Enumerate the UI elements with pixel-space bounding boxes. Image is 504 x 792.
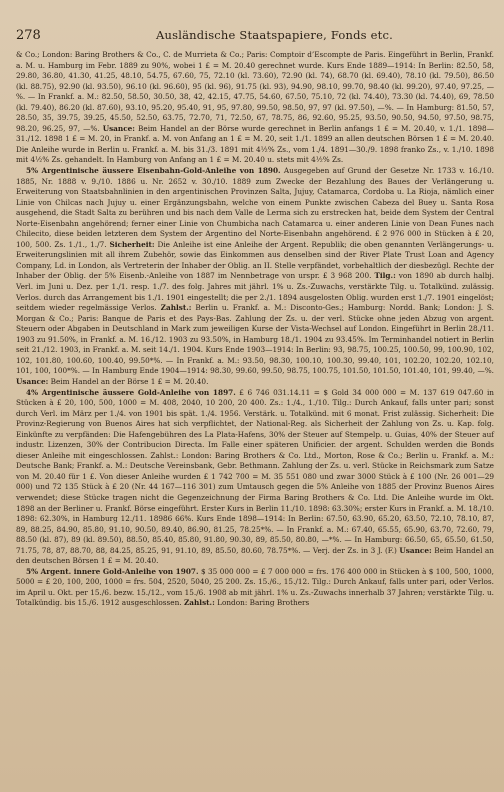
- text-run: £ 2 976 000: [375, 229, 422, 239]
- bold-run: Usance:: [16, 376, 49, 386]
- text-run: Beim Handel an der Börse wurde gerechnet in Berlin anfangs 1 £ = M. 20.40, v. 1./1. 1898—31./12. 1898 1 £ = M. 20, in Frankf. a. M. von Anfang an 1 £ = M. 20, seit 1./1. 1899 an allen deutschen Börsen 1 £ = M. 20.40. Die Anleihe wurde in Berlin u. Frankf. a. M. bis 31./3. 1891 mit 4½% Zs., vom 1./4. 1891—30./9. 1898 franko Zs., v. 1./10. 1898 mit 4½% Zs. gehandelt. In Hamburg von Anfang an 1 £ = M. 20.40 u. stets mit 4½% Zs.: [16, 123, 495, 165]
- text-run: £ 6 746 031.14.11 = $ Gold 34 000 000 = M. 137 619 047.60 in Stücken à £ 20, 100, 500, 1000 = M. 408, 2040, 10 200, 20 400. Zs.: 1./4., 1./10. Tilg.: Durch Ankauf, falls unter pari; sonst durch Verl. im März per 1./4. von 1901 bis spät. 1./4. 1956. Verstärk. u. Totalkünd. mit 6 monat. Frist zulässig. Sicherheit: Die Provinz-Regierung von Buenos Aires hat sich verpflichtet, der National-Reg. als Sicherheit der Zahlung von Zs. u. Kap. folg. Einkünfte zu verpfänden: Die Hafengebühren des La Plata-Hafens, 30% der Steuer auf Stempelp. u. Guias, 40% der Steuer auf industr. Lizenzen, 30% der Contribucion Directa. Im Falle einer späteren Unificier. der argent. Schulden werden die Bonds dieser Anleihe mit eingeschlossen. Zahlst.: London: Baring Brothers & Co. Ltd., Morton, Rose & Co.; Berlin u. Frankf. a. M.: Deutsche Bank; Frankf. a. M.: Deutsche Vereinsbank, Gebr. Bethmann. Zahlung der Zs. u. verl. Stücke in Reichsmark zum Satze von M. 20.40 für 1 £. Von dieser Anleihe wurden £ 1 742 700 = M. 35 551 080 und zwar 3000 Stück à £ 100 (Nr. 26 001—29 000) und 72 135 Stück à £ 20 (Nr. 44 167—116 301) zum Umtausch gegen die 5% Anleihe von 1885 der Provinz Buenos Aires verwendet; diese Stücke tragen nicht die Gegenzeichnung der Firma Baring Brothers & Co. Ltd. Die Anleihe wurde im Okt. 1898 an der Berliner u. Frankf. Börse eingeführt. Erster Kurs in Berlin 11./10. 1898: 63.30%; erster Kurs in Frankf. a. M. 18./10. 1898: 62.30%, in Hamburg 12./11. 18986 66%. Kurs Ende 1898—1914: In Berlin: 67.50, 63.90, 65.20, 63.50, 72.10, 78.10, 87, 89, 88.25, 84.90, 85.80, 91.10, 90.50, 89.40, 86.90, 81.25, 78.25*%. — In Frankf. a. M.: 67.40, 65.55, 65.90, 63.70, 72.60, 79, 88.50 (kl. 87), 89 (kl. 89.50), 88.50, 85.40, 85.80, 91.80, 90.30, 89, 85.50, 80.80, —*%. — In Hamburg: 66.50, 65, 65.50, 61.50, 71.75, 78, 87, 88.70, 88, 84.25, 85.25, 91, 91.10, 89, 85.50, 80.60, 78.75*%. — Verj. der Zs. in 3 J. (F.): [16, 387, 494, 555]
- text-run: London: Baring Brothers: [214, 598, 310, 608]
- paragraph: [16, 166, 494, 387]
- text-run: Ausgegeben auf Grund der Gesetze Nr. 1733 v. 16./10. 1885, Nr. 1888 v. 9./10. 1886 u. Nr. 2652 v. 30./10. 1889 zum Zwecke der Bezahlung des Baues der Verlängerung u. Erweiterung von Staatsbahnlinien in den argentinischen Provinzen Salta, Jujuy, Catamarca, Cordoba u. La Rioja, nämlich einer Linie von Chilcas nach Jujuy u. einer Ergänzungsbahn, welche von einem Punkte zwischen Cabeza del Buey u. Santa Rosa ausgehend, die Stadt Salta zu berühren und bis nach dem Valle de Lerma sich zu erstrecken hat, beide dem System der Central Norte-Eisenbahn angehörend; ferner einer Linie von Chumbicha nach Catamarca u. einer anderen Linie von Dean Funes nach Chilecito, diese beiden letzteren dem System der Argentino del Norte-Eisenbahn angehörend.: [16, 166, 494, 239]
- bold-run: Sicherheit:: [109, 239, 155, 249]
- bold-run: 4% Argentinische äussere Gold-Anleihe von 1897.: [26, 387, 236, 397]
- page-number: 278: [16, 28, 41, 43]
- bold-run: Zahlst.:: [160, 303, 192, 313]
- paragraph: [16, 388, 494, 567]
- bold-run: Zahlst.:: [183, 598, 215, 608]
- running-title: Ausländische Staatspapiere, Fonds etc.: [156, 28, 393, 42]
- page-header: [16, 28, 494, 44]
- bold-run: Tilg.:: [374, 271, 396, 281]
- bold-run: 5% Argent. innere Gold-Anleihe von 1907.: [26, 566, 199, 576]
- text-run: Beim Handel an der Börse 1 £ = M. 20.40.: [48, 376, 209, 386]
- text-run: & Co.; London: Baring Brothers & Co., C. de Murrieta & Co.; Paris: Comptoir d’Escompte de Paris. Eingeführt in Berlin, Frankf. a. M. u. Hamburg im Febr. 1889 zu 90%, wobei 1 £ = M. 20.40 gerechnet wurde. Kurs Ende 1889—1914: In Berlin: 82.50, 58, 29.80, 36.80, 41.30, 41.25, 48.10, 54.75, 67.60, 75, 72.10 (kl. 73.60), 72.90 (kl. 74), 68.70 (kl. 69.40), 78.10 (kl. 79.50), 86.50 (kl. 88.75), 92.90 (kl. 93.50), 96.10 (kl. 96.60), 95 (kl. 96), 91.75 (kl. 93), 94.90, 98.10, 99.70, 98.40 (kl. 99.20), 97.40, 97.25, —%. — In Frankf. a. M.: 82.50, 58.50, 30.50, 38, 42, 42.15, 47.75, 54.60, 67.50, 75.10, 72 (kl. 74.40), 73.30 (kl. 74.40), 69, 78.50 (kl. 79.40), 86.20 (kl. 87.60), 93.10, 95.20, 95.40, 91, 95, 97.80, 99.50, 98.50, 97, 97 (kl. 97.50), —%. — In Hamburg: 81.50, 57, 28.50, 35, 39.75, 39.25, 45.50, 52.50, 63.75, 72.70, 71, 72.50, 67, 78.75, 86, 92.60, 95.25, 93.50, 90.50, 94.50, 97.50, 98.75, 98.20, 96.25, 97, —%.: [16, 50, 494, 133]
- text-run: Die Anleihe ist eine Anleihe der Argent. Republik; die oben genannten Verlängerungs- u. Erweiterungslinien mit all ihrem Zubehör, sowie das Einkommen aus denselben sind der River Plate Trust Loan and Agency Company, Ld. in London, als Vertreterin der Inhaber der Oblig. an II. Stelle verpfändet, vorbehaltlich der diesbezügl. Rechte der Inhaber der Oblig. der 5% Eisenb.-Anleihe von 1887 im Nennbetrage von urspr. £ 3 968 200.: [16, 239, 495, 281]
- bold-run: Usance:: [399, 545, 432, 555]
- text-run: in Stücken à £ 20, 100, 500. Zs. 1./1., 1./7.: [16, 229, 494, 249]
- body-text: [16, 50, 494, 609]
- paragraph: [16, 50, 494, 166]
- text-run: Beim Handel an den deutschen Börsen 1 £ = M. 20.40.: [16, 545, 494, 566]
- text-run: $ 35 000 000 = £ 7 000 000 = frs. 176 400 000 in Stücken à $ 100, 500, 1000, 5000 = £ 20, 100, 200, 1000 = frs. 504, 2520, 5040, 25 200. Zs. 15./6., 15./12. Tilg.: Durch Ankauf, falls unter pari, oder Verlos. im April u. Okt. per 15./6. bezw. 15./12., vom 15./6. 1908 ab mit jährl. 1% u. Zs.-Zuwachs innerhalb 37 Jahren; verstärkte Tilg. u. Totalkündig. bis 15./6. 1912 ausgeschlossen.: [16, 566, 494, 608]
- text-run: von 1890 ab durch halbj. Verl. im Juni u. Dez. per 1./1. resp. 1./7. des folg. Jahres mit jährl. 1% u. Zs.-Zuwachs, verstärkte Tilg. u. Totalkünd. zulässig. Verlos. durch das Arrangement bis 1./1. 1901 eingestellt; die per 2./1. 1894 ausgelosten Oblig. wurden erst 1./7. 1901 eingelöst; seitdem wieder regelmässige Verlos.: [16, 271, 494, 313]
- bold-run: 5% Argentinische äussere Eisenbahn-Gold-Anleihe von 1890.: [26, 166, 281, 176]
- bold-run: Usance:: [102, 123, 135, 133]
- paragraph: [16, 567, 494, 609]
- text-run: Berlin u. Frankf. a. M.: Disconto-Ges.; Hamburg: Nordd. Bank; London: J. S. Morgan & Co.; Paris: Banque de Paris et des Pays-Bas. Zahlung der Zs. u. der verl. Stücke ohne jeden Abzug von argent. Steuern oder Abgaben in Deutschland in Mark zum jeweiligen Kurse der Vista-Wechsel auf London. Eingeführt in Berlin 28./11. 1903 zu 91.50%, in Frankf. a. M. 16./12. 1903 zu 93.50%, in Hamburg 18./1. 1904 zu 93.45%. Im Terminhandel notiert in Berlin seit 21./12. 1903, in Frankf. a. M. seit 14./1. 1904. Kurs Ende 1903—1914: In Berlin: 93, 98.75, 100.25, 100.50, 99, 100.90, 102, 102, 101.80, 100.60, 100.40, 99.50*%. — In Frankf. a. M.: 93.50, 98.30, 100.10, 100.30, 99.40, 101, 102.20, 102.20, 102.10, 101, 100, 100*%. — In Hamburg Ende 1904—1914: 98.30, 99.60, 99.50, 98.75, 100.75, 101.50, 101.50, 101.40, 101, 99.40, —%.: [16, 303, 494, 376]
